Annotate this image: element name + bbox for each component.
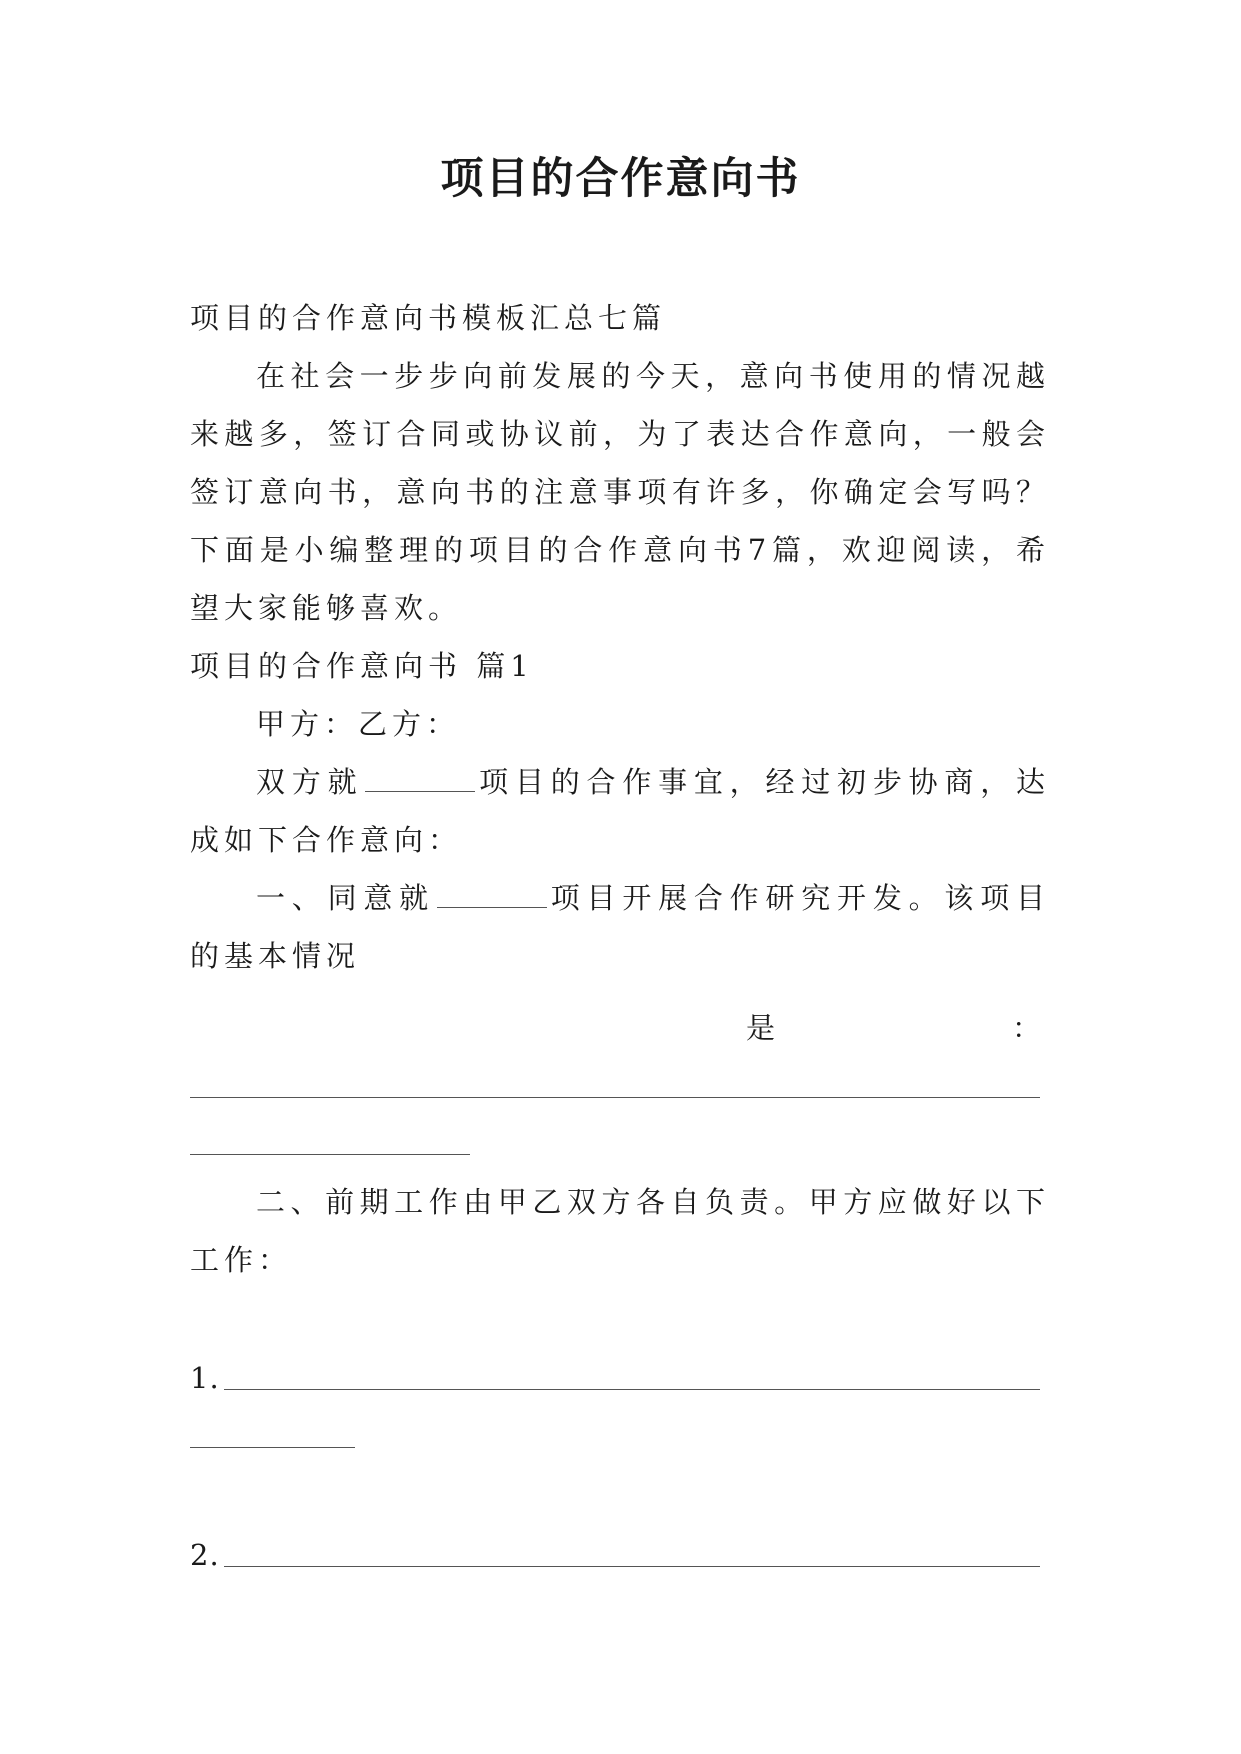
subtitle: 项目的合作意向书模板汇总七篇 <box>190 301 667 335</box>
fill-line-short <box>190 1114 470 1155</box>
is-label: 是 <box>746 1011 781 1045</box>
paragraph-cooperation-end: 项目的合作事宜，经过初步协商，达成如下合作意向： <box>190 765 1050 857</box>
parties-line: 甲方：乙方： <box>256 707 461 741</box>
clause-one-end: 项目开展合作研究开发。该项目的基本情况 <box>190 881 1050 973</box>
fill-line-short <box>190 1407 355 1448</box>
list-item <box>190 1526 1050 1584</box>
project-name-blank-2 <box>437 885 547 908</box>
list-item-number: 1. <box>190 1361 220 1395</box>
list-item-fill-line <box>224 1389 1040 1390</box>
paragraph-cooperation-start: 双方就 <box>256 765 364 799</box>
clause-one <box>190 869 1050 985</box>
document-title: 项目的合作意向书 <box>440 154 801 204</box>
list-item-number: 2. <box>190 1538 220 1572</box>
list-item-fill-line <box>224 1566 1040 1567</box>
is-colon: ： <box>1012 1011 1047 1045</box>
clause-one-start: 一、同意就 <box>256 881 435 915</box>
basic-info-line <box>190 999 1050 1057</box>
fill-line <box>190 1057 1040 1098</box>
section-heading: 项目的合作意向书 篇1 <box>190 649 534 683</box>
document-body <box>190 289 1050 1584</box>
project-name-blank <box>365 769 475 792</box>
paragraph-cooperation <box>190 753 1050 869</box>
clause-two: 二、前期工作由甲乙双方各自负责。甲方应做好以下工作： <box>190 1185 1050 1277</box>
intro-paragraph: 在社会一步步向前发展的今天，意向书使用的情况越来越多，签订合同或协议前，为了表达合作意向，一般会签订意向书，意向书的注意事项有许多，你确定会写吗？下面是小编整理的项目的合作意向书7篇，欢迎阅读，希望大家能够喜欢。 <box>190 359 1050 625</box>
list-item <box>190 1349 1050 1407</box>
